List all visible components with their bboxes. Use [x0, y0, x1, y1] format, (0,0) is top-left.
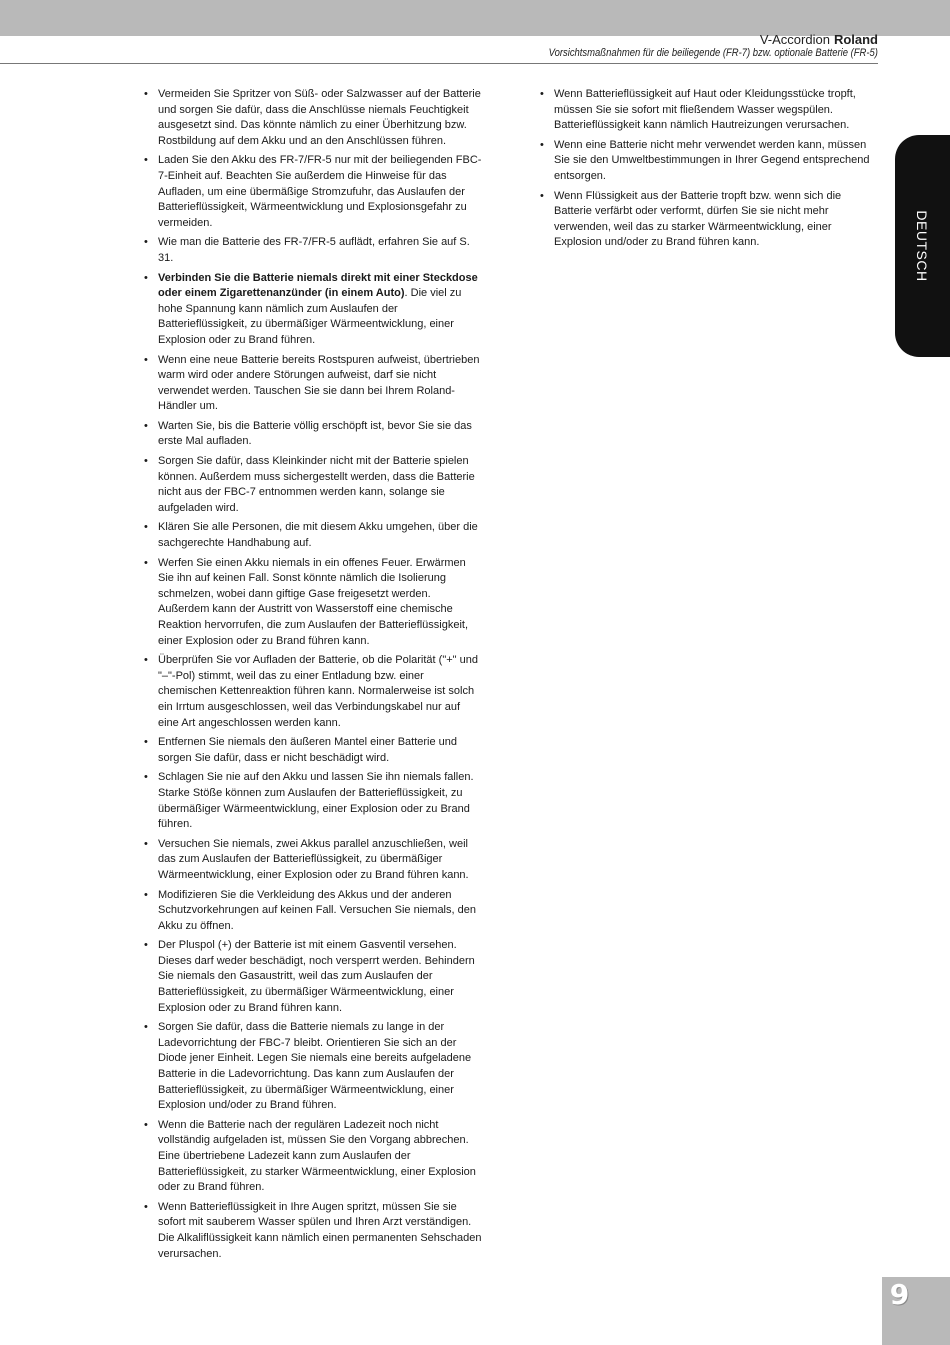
list-item	[144, 770, 482, 832]
list-item-text: Sorgen Sie dafür, dass Kleinkinder nicht mit der Batterie spielen können. Außerdem muss sichergestellt werden, dass die Batterie nicht aus der FBC-7 entnommen werden kann, solange sie aufgeladen wird.	[158, 455, 475, 514]
header-title	[760, 32, 878, 47]
language-tab-label: DEUTSCH	[914, 210, 930, 282]
list-item-text: Überprüfen Sie vor Aufladen der Batterie, ob die Polarität ("+" und "–"-Pol) stimmt, weil das zu einer Entladung bzw. einer chemischen Kettenreaktion führen kann. Normalerweise ist solch ein Irrtum ausgeschlossen, weil das Verbindungskabel nur auf eine Art angeschlossen werden kann.	[158, 654, 478, 729]
list-item	[144, 87, 482, 149]
left-bullet-list	[144, 87, 482, 1262]
list-item-text: Modifizieren Sie die Verkleidung des Akkus und der anderen Schutzvorkehrungen auf keinen Fall. Versuchen Sie niemals, den Akku zu öffnen.	[158, 888, 476, 932]
bullet-icon: •	[144, 939, 148, 952]
list-item	[144, 454, 482, 516]
bullet-icon: •	[144, 1021, 148, 1034]
bullet-icon: •	[144, 455, 148, 468]
list-item	[144, 837, 482, 884]
list-item-text: . Die viel zu hohe Spannung kann nämlich zum Auslaufen der Batterieflüssigkeit, zu übermäßiger Wärmeentwicklung, einer Explosion oder zu Brand führen.	[158, 287, 462, 346]
list-item-text: Wenn eine neue Batterie bereits Rostspuren aufweist, übertrieben warm wird oder andere Störungen aufweist, darf sie nicht verwendet werden. Tauschen Sie sie dann bei Ihrem Roland-Händler um.	[158, 353, 480, 413]
list-item-text: Wenn eine Batterie nicht mehr verwendet werden kann, müssen Sie sie den Umweltbestimmungen in Ihrer Gegend entsprechend entsorgen.	[554, 138, 870, 182]
list-item-text: Der Pluspol (+) der Batterie ist mit einem Gasventil versehen. Dieses darf weder beschädigt, noch versperrt werden. Behindern Sie niemals den Gasaustritt, weil das zum Auslaufen der Batterieflüssigkeit, zu übermäßiger Wärmeentwicklung, einer Explosion oder zu Brand führen kann.	[158, 939, 475, 1014]
list-item	[144, 153, 482, 231]
list-item	[144, 520, 482, 551]
bullet-icon: •	[540, 138, 544, 151]
list-item	[144, 1020, 482, 1114]
list-item	[144, 353, 482, 415]
section-subtitle: Vorsichtsmaßnahmen für die beiliegende (FR-7) bzw. optionale Batterie (FR-5)	[548, 47, 878, 59]
bullet-icon: •	[144, 837, 148, 850]
bullet-icon: •	[144, 1118, 148, 1131]
bullet-icon: •	[144, 419, 148, 432]
header-band	[0, 0, 950, 36]
list-item-text: Laden Sie den Akku des FR-7/FR-5 nur mit der beiliegenden FBC-7-Einheit auf. Beachten Sie außerdem die Hinweise für das Aufladen, um eine übermäßige Stromzufuhr, das Auslaufen der Batterieflüssigkeit, Wärmeentwicklung und Explosionsgefahr zu vermeiden.	[158, 154, 482, 229]
list-item	[144, 235, 482, 266]
bullet-icon: •	[144, 236, 148, 249]
list-item	[144, 271, 482, 349]
list-item	[144, 1118, 482, 1196]
right-column	[540, 87, 876, 255]
list-item-text: Wie man die Batterie des FR-7/FR-5 auflädt, erfahren Sie auf S. 31.	[158, 236, 470, 264]
right-bullet-list	[540, 87, 876, 251]
bullet-icon: •	[144, 353, 148, 366]
list-item-text: Wenn Flüssigkeit aus der Batterie tropft bzw. wenn sich die Batterie verfärbt oder verformt, dürfen Sie sie nicht mehr verwenden, weil das zu starker Wärmeentwicklung, einer Explosion und/oder zu Brand führen kann.	[554, 189, 842, 249]
brand-name: Roland	[833, 32, 878, 47]
list-item-text: Schlagen Sie nie auf den Akku und lassen Sie ihn niemals fallen. Starke Stöße können zum Auslaufen der Batterieflüssigkeit, zu übermäßiger Wärmeentwicklung, einer Explosion oder zu Brand führen.	[158, 771, 474, 831]
bullet-icon: •	[144, 888, 148, 901]
bullet-icon: •	[144, 88, 148, 100]
list-item-text: Wenn Batterieflüssigkeit auf Haut oder Kleidungsstücke tropft, müssen Sie sie sofort mit fließendem Wasser wegspülen. Batterieflüssigkeit kann nämlich Hautreizungen verursachen.	[554, 88, 856, 132]
bullet-icon: •	[144, 736, 148, 749]
bullet-icon: •	[540, 88, 544, 100]
list-item	[144, 735, 482, 766]
list-item-text: Wenn die Batterie nach der regulären Ladezeit noch nicht vollständig aufgeladen ist, müssen Sie den Vorgang abbrechen. Eine übertriebene Ladezeit kann zum Auslaufen der Batterieflüssigkeit, zu starker Wärmeentwicklung, einer Explosion oder zu Brand führen.	[158, 1118, 476, 1194]
bullet-icon: •	[144, 556, 148, 569]
list-item	[144, 556, 482, 650]
list-item-text: Vermeiden Sie Spritzer von Süß- oder Salzwasser auf der Batterie und sorgen Sie dafür, dass die Anschlüsse niemals Feuchtigkeit ausgesetzt sind. Das könnte nämlich zu einer Überhitzung bzw. Rostbildung auf dem Akku und an den Anschlüssen führen.	[158, 88, 481, 147]
header-divider	[0, 63, 878, 64]
list-item-text: Wenn Batterieflüssigkeit in Ihre Augen spritzt, müssen Sie sie sofort mit sauberem Wasser spülen und Ihren Arzt verständigen. Die Alkaliflüssigkeit kann nämlich einen permanenten Sehschaden verursachen.	[158, 1200, 482, 1260]
bullet-icon: •	[144, 654, 148, 667]
bullet-icon: •	[144, 154, 148, 167]
list-item	[540, 87, 876, 134]
list-item-text: Entfernen Sie niemals den äußeren Mantel einer Batterie und sorgen Sie dafür, dass er nicht beschädigt wird.	[158, 736, 458, 764]
list-item	[144, 1200, 482, 1262]
bullet-icon: •	[540, 189, 544, 202]
product-name: V-Accordion	[759, 32, 830, 47]
list-item	[540, 189, 876, 251]
list-item-text: Versuchen Sie niemals, zwei Akkus parallel anzuschließen, weil das zum Auslaufen der Batterieflüssigkeit, zu übermäßiger Wärmeentwicklung, einer Explosion oder zu Brand führen kann.	[158, 837, 469, 881]
list-item	[144, 888, 482, 935]
bold-warning-text: Verbinden Sie die Batterie niemals direkt mit einer Steckdose oder einem Zigarettenanzünder (in einem Auto)	[158, 271, 478, 300]
list-item	[144, 653, 482, 731]
list-item-text: Klären Sie alle Personen, die mit diesem Akku umgehen, über die sachgerechte Handhabung auf.	[158, 521, 478, 550]
bullet-icon: •	[144, 521, 148, 534]
list-item	[144, 419, 482, 450]
list-item-text: Warten Sie, bis die Batterie völlig erschöpft ist, bevor Sie sie das erste Mal aufladen.	[158, 419, 472, 448]
list-item-text: Sorgen Sie dafür, dass die Batterie niemals zu lange in der Ladevorrichtung der FBC-7 bleibt. Orientieren Sie sich an der Diode jener Einheit. Legen Sie niemals eine bereits aufgeladene Batterie in die Ladevorrichtung. Das kann zum Auslaufen der Batterieflüssigkeit, zu übermäßiger Wärmeentwicklung, einer Explosion und/oder zu Brand führen.	[158, 1021, 472, 1112]
bullet-icon: •	[144, 1200, 148, 1213]
list-item-text: Werfen Sie einen Akku niemals in ein offenes Feuer. Erwärmen Sie ihn auf keinen Fall. Sonst könnte nämlich die Isolierung schmelzen, wobei dann giftige Gase freigesetzt werden. Außerdem kann der Austritt von Wasserstoff eine chemische Reaktion hervorrufen, die zum Auslaufen der Batterieflüssigkeit, einer Explosion oder zu Brand führen kann.	[158, 556, 468, 647]
list-item	[540, 138, 876, 185]
list-item	[144, 938, 482, 1016]
bullet-icon: •	[144, 771, 148, 784]
bullet-icon: •	[144, 271, 148, 284]
left-column	[144, 87, 482, 1266]
page-number: 9	[889, 1278, 910, 1311]
